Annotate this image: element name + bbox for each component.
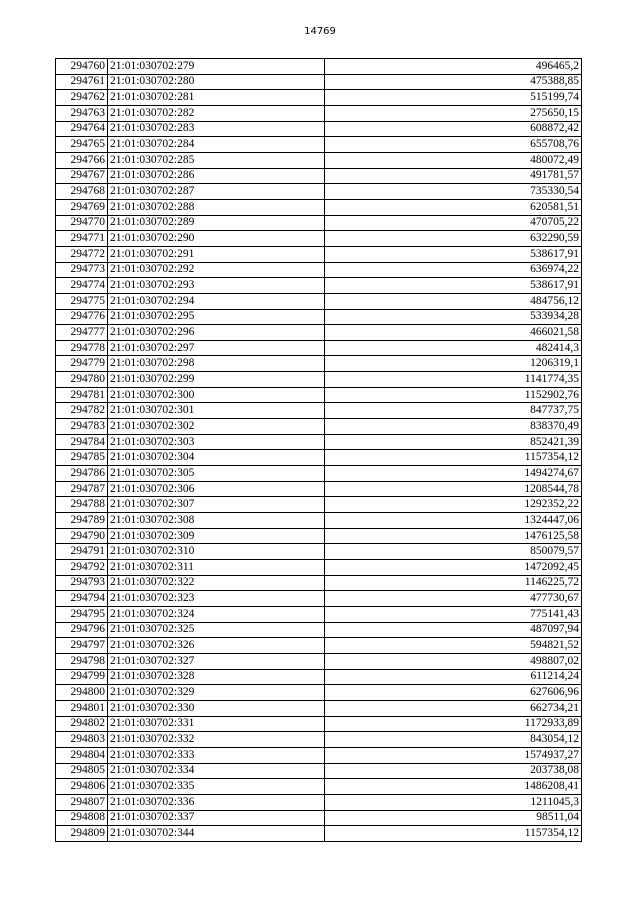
value-cell: 620581,51 xyxy=(325,199,582,215)
cadastral-number-cell: 21:01:030702:283 xyxy=(108,121,325,137)
table-row xyxy=(56,152,582,168)
row-number-cell: 294767 xyxy=(56,168,108,184)
table-row xyxy=(56,669,582,685)
row-number-cell: 294806 xyxy=(56,779,108,795)
row-number-cell: 294787 xyxy=(56,481,108,497)
row-number-cell: 294803 xyxy=(56,732,108,748)
cadastral-number-cell: 21:01:030702:329 xyxy=(108,685,325,701)
cadastral-number-cell: 21:01:030702:302 xyxy=(108,419,325,435)
value-cell: 1324447,06 xyxy=(325,513,582,529)
row-number-cell: 294764 xyxy=(56,121,108,137)
table-row xyxy=(56,387,582,403)
value-cell: 1206319,1 xyxy=(325,356,582,372)
value-cell: 608872,42 xyxy=(325,121,582,137)
table-row xyxy=(56,466,582,482)
row-number-cell: 294785 xyxy=(56,450,108,466)
value-cell: 1141774,35 xyxy=(325,372,582,388)
table-row xyxy=(56,794,582,810)
row-number-cell: 294789 xyxy=(56,513,108,529)
value-cell: 1486208,41 xyxy=(325,779,582,795)
cadastral-number-cell: 21:01:030702:327 xyxy=(108,653,325,669)
row-number-cell: 294801 xyxy=(56,700,108,716)
table-row xyxy=(56,325,582,341)
table-row xyxy=(56,826,582,842)
table-row xyxy=(56,137,582,153)
value-cell: 838370,49 xyxy=(325,419,582,435)
cadastral-number-cell: 21:01:030702:304 xyxy=(108,450,325,466)
cadastral-number-cell: 21:01:030702:282 xyxy=(108,105,325,121)
cadastral-number-cell: 21:01:030702:308 xyxy=(108,513,325,529)
row-number-cell: 294773 xyxy=(56,262,108,278)
table-row xyxy=(56,716,582,732)
value-cell: 533934,28 xyxy=(325,309,582,325)
value-cell: 1146225,72 xyxy=(325,575,582,591)
table-row xyxy=(56,262,582,278)
value-cell: 484756,12 xyxy=(325,293,582,309)
table-row xyxy=(56,419,582,435)
value-cell: 1292352,22 xyxy=(325,497,582,513)
row-number-cell: 294760 xyxy=(56,59,108,75)
value-cell: 498807,02 xyxy=(325,653,582,669)
table-row xyxy=(56,231,582,247)
table-row xyxy=(56,747,582,763)
value-cell: 1208544,78 xyxy=(325,481,582,497)
value-cell: 636974,22 xyxy=(325,262,582,278)
cadastral-number-cell: 21:01:030702:293 xyxy=(108,278,325,294)
cadastral-number-cell: 21:01:030702:331 xyxy=(108,716,325,732)
table-row xyxy=(56,309,582,325)
table-row xyxy=(56,215,582,231)
value-cell: 843054,12 xyxy=(325,732,582,748)
table-row xyxy=(56,450,582,466)
row-number-cell: 294784 xyxy=(56,434,108,450)
cadastral-number-cell: 21:01:030702:294 xyxy=(108,293,325,309)
cadastral-number-cell: 21:01:030702:300 xyxy=(108,387,325,403)
table-row xyxy=(56,544,582,560)
row-number-cell: 294788 xyxy=(56,497,108,513)
cadastral-number-cell: 21:01:030702:323 xyxy=(108,591,325,607)
table-row xyxy=(56,810,582,826)
cadastral-number-cell: 21:01:030702:287 xyxy=(108,184,325,200)
value-cell: 847737,75 xyxy=(325,403,582,419)
cadastral-number-cell: 21:01:030702:292 xyxy=(108,262,325,278)
cadastral-value-table xyxy=(55,58,582,842)
table-row xyxy=(56,184,582,200)
row-number-cell: 294775 xyxy=(56,293,108,309)
row-number-cell: 294768 xyxy=(56,184,108,200)
table-row xyxy=(56,528,582,544)
table-row xyxy=(56,481,582,497)
value-cell: 594821,52 xyxy=(325,638,582,654)
table-row xyxy=(56,246,582,262)
row-number-cell: 294809 xyxy=(56,826,108,842)
cadastral-number-cell: 21:01:030702:305 xyxy=(108,466,325,482)
row-number-cell: 294783 xyxy=(56,419,108,435)
table-row xyxy=(56,105,582,121)
cadastral-number-cell: 21:01:030702:299 xyxy=(108,372,325,388)
value-cell: 515199,74 xyxy=(325,90,582,106)
value-cell: 1472092,45 xyxy=(325,560,582,576)
row-number-cell: 294790 xyxy=(56,528,108,544)
table-row xyxy=(56,434,582,450)
row-number-cell: 294793 xyxy=(56,575,108,591)
row-number-cell: 294786 xyxy=(56,466,108,482)
cadastral-number-cell: 21:01:030702:337 xyxy=(108,810,325,826)
row-number-cell: 294807 xyxy=(56,794,108,810)
value-cell: 538617,91 xyxy=(325,246,582,262)
value-cell: 632290,59 xyxy=(325,231,582,247)
table-body xyxy=(56,59,582,842)
value-cell: 655708,76 xyxy=(325,137,582,153)
row-number-cell: 294781 xyxy=(56,387,108,403)
row-number-cell: 294805 xyxy=(56,763,108,779)
row-number-cell: 294794 xyxy=(56,591,108,607)
row-number-cell: 294791 xyxy=(56,544,108,560)
value-cell: 1152902,76 xyxy=(325,387,582,403)
value-cell: 850079,57 xyxy=(325,544,582,560)
row-number-cell: 294771 xyxy=(56,231,108,247)
cadastral-number-cell: 21:01:030702:286 xyxy=(108,168,325,184)
table-row xyxy=(56,575,582,591)
cadastral-number-cell: 21:01:030702:334 xyxy=(108,763,325,779)
cadastral-number-cell: 21:01:030702:295 xyxy=(108,309,325,325)
cadastral-number-cell: 21:01:030702:310 xyxy=(108,544,325,560)
value-cell: 852421,39 xyxy=(325,434,582,450)
value-cell: 466021,58 xyxy=(325,325,582,341)
value-cell: 491781,57 xyxy=(325,168,582,184)
row-number-cell: 294796 xyxy=(56,622,108,638)
table-row xyxy=(56,685,582,701)
row-number-cell: 294766 xyxy=(56,152,108,168)
cadastral-number-cell: 21:01:030702:296 xyxy=(108,325,325,341)
row-number-cell: 294770 xyxy=(56,215,108,231)
row-number-cell: 294777 xyxy=(56,325,108,341)
cadastral-number-cell: 21:01:030702:285 xyxy=(108,152,325,168)
value-cell: 1476125,58 xyxy=(325,528,582,544)
cadastral-number-cell: 21:01:030702:344 xyxy=(108,826,325,842)
row-number-cell: 294792 xyxy=(56,560,108,576)
value-cell: 611214,24 xyxy=(325,669,582,685)
table-row xyxy=(56,340,582,356)
value-cell: 1211045,3 xyxy=(325,794,582,810)
value-cell: 735330,54 xyxy=(325,184,582,200)
cadastral-number-cell: 21:01:030702:291 xyxy=(108,246,325,262)
value-cell: 775141,43 xyxy=(325,606,582,622)
value-cell: 475388,85 xyxy=(325,74,582,90)
table-row xyxy=(56,90,582,106)
row-number-cell: 294797 xyxy=(56,638,108,654)
cadastral-number-cell: 21:01:030702:307 xyxy=(108,497,325,513)
cadastral-number-cell: 21:01:030702:326 xyxy=(108,638,325,654)
value-cell: 1157354,12 xyxy=(325,826,582,842)
row-number-cell: 294765 xyxy=(56,137,108,153)
row-number-cell: 294772 xyxy=(56,246,108,262)
table-row xyxy=(56,168,582,184)
cadastral-number-cell: 21:01:030702:333 xyxy=(108,747,325,763)
value-cell: 1172933,89 xyxy=(325,716,582,732)
table-row xyxy=(56,293,582,309)
value-cell: 477730,67 xyxy=(325,591,582,607)
row-number-cell: 294763 xyxy=(56,105,108,121)
table-row xyxy=(56,622,582,638)
cadastral-number-cell: 21:01:030702:288 xyxy=(108,199,325,215)
cadastral-number-cell: 21:01:030702:303 xyxy=(108,434,325,450)
cadastral-number-cell: 21:01:030702:289 xyxy=(108,215,325,231)
table-row xyxy=(56,372,582,388)
cadastral-number-cell: 21:01:030702:284 xyxy=(108,137,325,153)
value-cell: 275650,15 xyxy=(325,105,582,121)
row-number-cell: 294804 xyxy=(56,747,108,763)
cadastral-number-cell: 21:01:030702:290 xyxy=(108,231,325,247)
table-row xyxy=(56,199,582,215)
table-row xyxy=(56,638,582,654)
cadastral-number-cell: 21:01:030702:330 xyxy=(108,700,325,716)
row-number-cell: 294800 xyxy=(56,685,108,701)
page-number: 14769 xyxy=(304,26,336,37)
cadastral-number-cell: 21:01:030702:324 xyxy=(108,606,325,622)
table-row xyxy=(56,560,582,576)
cadastral-number-cell: 21:01:030702:281 xyxy=(108,90,325,106)
row-number-cell: 294761 xyxy=(56,74,108,90)
row-number-cell: 294799 xyxy=(56,669,108,685)
cadastral-number-cell: 21:01:030702:311 xyxy=(108,560,325,576)
cadastral-number-cell: 21:01:030702:280 xyxy=(108,74,325,90)
value-cell: 482414,3 xyxy=(325,340,582,356)
value-cell: 1494274,67 xyxy=(325,466,582,482)
row-number-cell: 294798 xyxy=(56,653,108,669)
table-row xyxy=(56,121,582,137)
value-cell: 203738,08 xyxy=(325,763,582,779)
table-row xyxy=(56,732,582,748)
row-number-cell: 294762 xyxy=(56,90,108,106)
table-row xyxy=(56,591,582,607)
value-cell: 1157354,12 xyxy=(325,450,582,466)
value-cell: 496465,2 xyxy=(325,59,582,75)
value-cell: 538617,91 xyxy=(325,278,582,294)
cadastral-number-cell: 21:01:030702:336 xyxy=(108,794,325,810)
table-row xyxy=(56,606,582,622)
value-cell: 480072,49 xyxy=(325,152,582,168)
row-number-cell: 294774 xyxy=(56,278,108,294)
value-cell: 1574937,27 xyxy=(325,747,582,763)
row-number-cell: 294782 xyxy=(56,403,108,419)
cadastral-number-cell: 21:01:030702:301 xyxy=(108,403,325,419)
value-cell: 627606,96 xyxy=(325,685,582,701)
table-row xyxy=(56,779,582,795)
row-number-cell: 294795 xyxy=(56,606,108,622)
row-number-cell: 294779 xyxy=(56,356,108,372)
table-row xyxy=(56,653,582,669)
table-row xyxy=(56,356,582,372)
row-number-cell: 294808 xyxy=(56,810,108,826)
row-number-cell: 294778 xyxy=(56,340,108,356)
row-number-cell: 294769 xyxy=(56,199,108,215)
cadastral-number-cell: 21:01:030702:332 xyxy=(108,732,325,748)
table-row xyxy=(56,278,582,294)
cadastral-number-cell: 21:01:030702:309 xyxy=(108,528,325,544)
table-row xyxy=(56,763,582,779)
table-row xyxy=(56,74,582,90)
value-cell: 662734,21 xyxy=(325,700,582,716)
table-row xyxy=(56,59,582,75)
cadastral-number-cell: 21:01:030702:279 xyxy=(108,59,325,75)
cadastral-number-cell: 21:01:030702:297 xyxy=(108,340,325,356)
table-row xyxy=(56,700,582,716)
row-number-cell: 294802 xyxy=(56,716,108,732)
table-row xyxy=(56,513,582,529)
value-cell: 98511,04 xyxy=(325,810,582,826)
row-number-cell: 294780 xyxy=(56,372,108,388)
table-row xyxy=(56,403,582,419)
cadastral-number-cell: 21:01:030702:328 xyxy=(108,669,325,685)
value-cell: 487097,94 xyxy=(325,622,582,638)
cadastral-number-cell: 21:01:030702:306 xyxy=(108,481,325,497)
cadastral-number-cell: 21:01:030702:322 xyxy=(108,575,325,591)
cadastral-number-cell: 21:01:030702:325 xyxy=(108,622,325,638)
row-number-cell: 294776 xyxy=(56,309,108,325)
cadastral-number-cell: 21:01:030702:298 xyxy=(108,356,325,372)
table-row xyxy=(56,497,582,513)
cadastral-number-cell: 21:01:030702:335 xyxy=(108,779,325,795)
value-cell: 470705,22 xyxy=(325,215,582,231)
